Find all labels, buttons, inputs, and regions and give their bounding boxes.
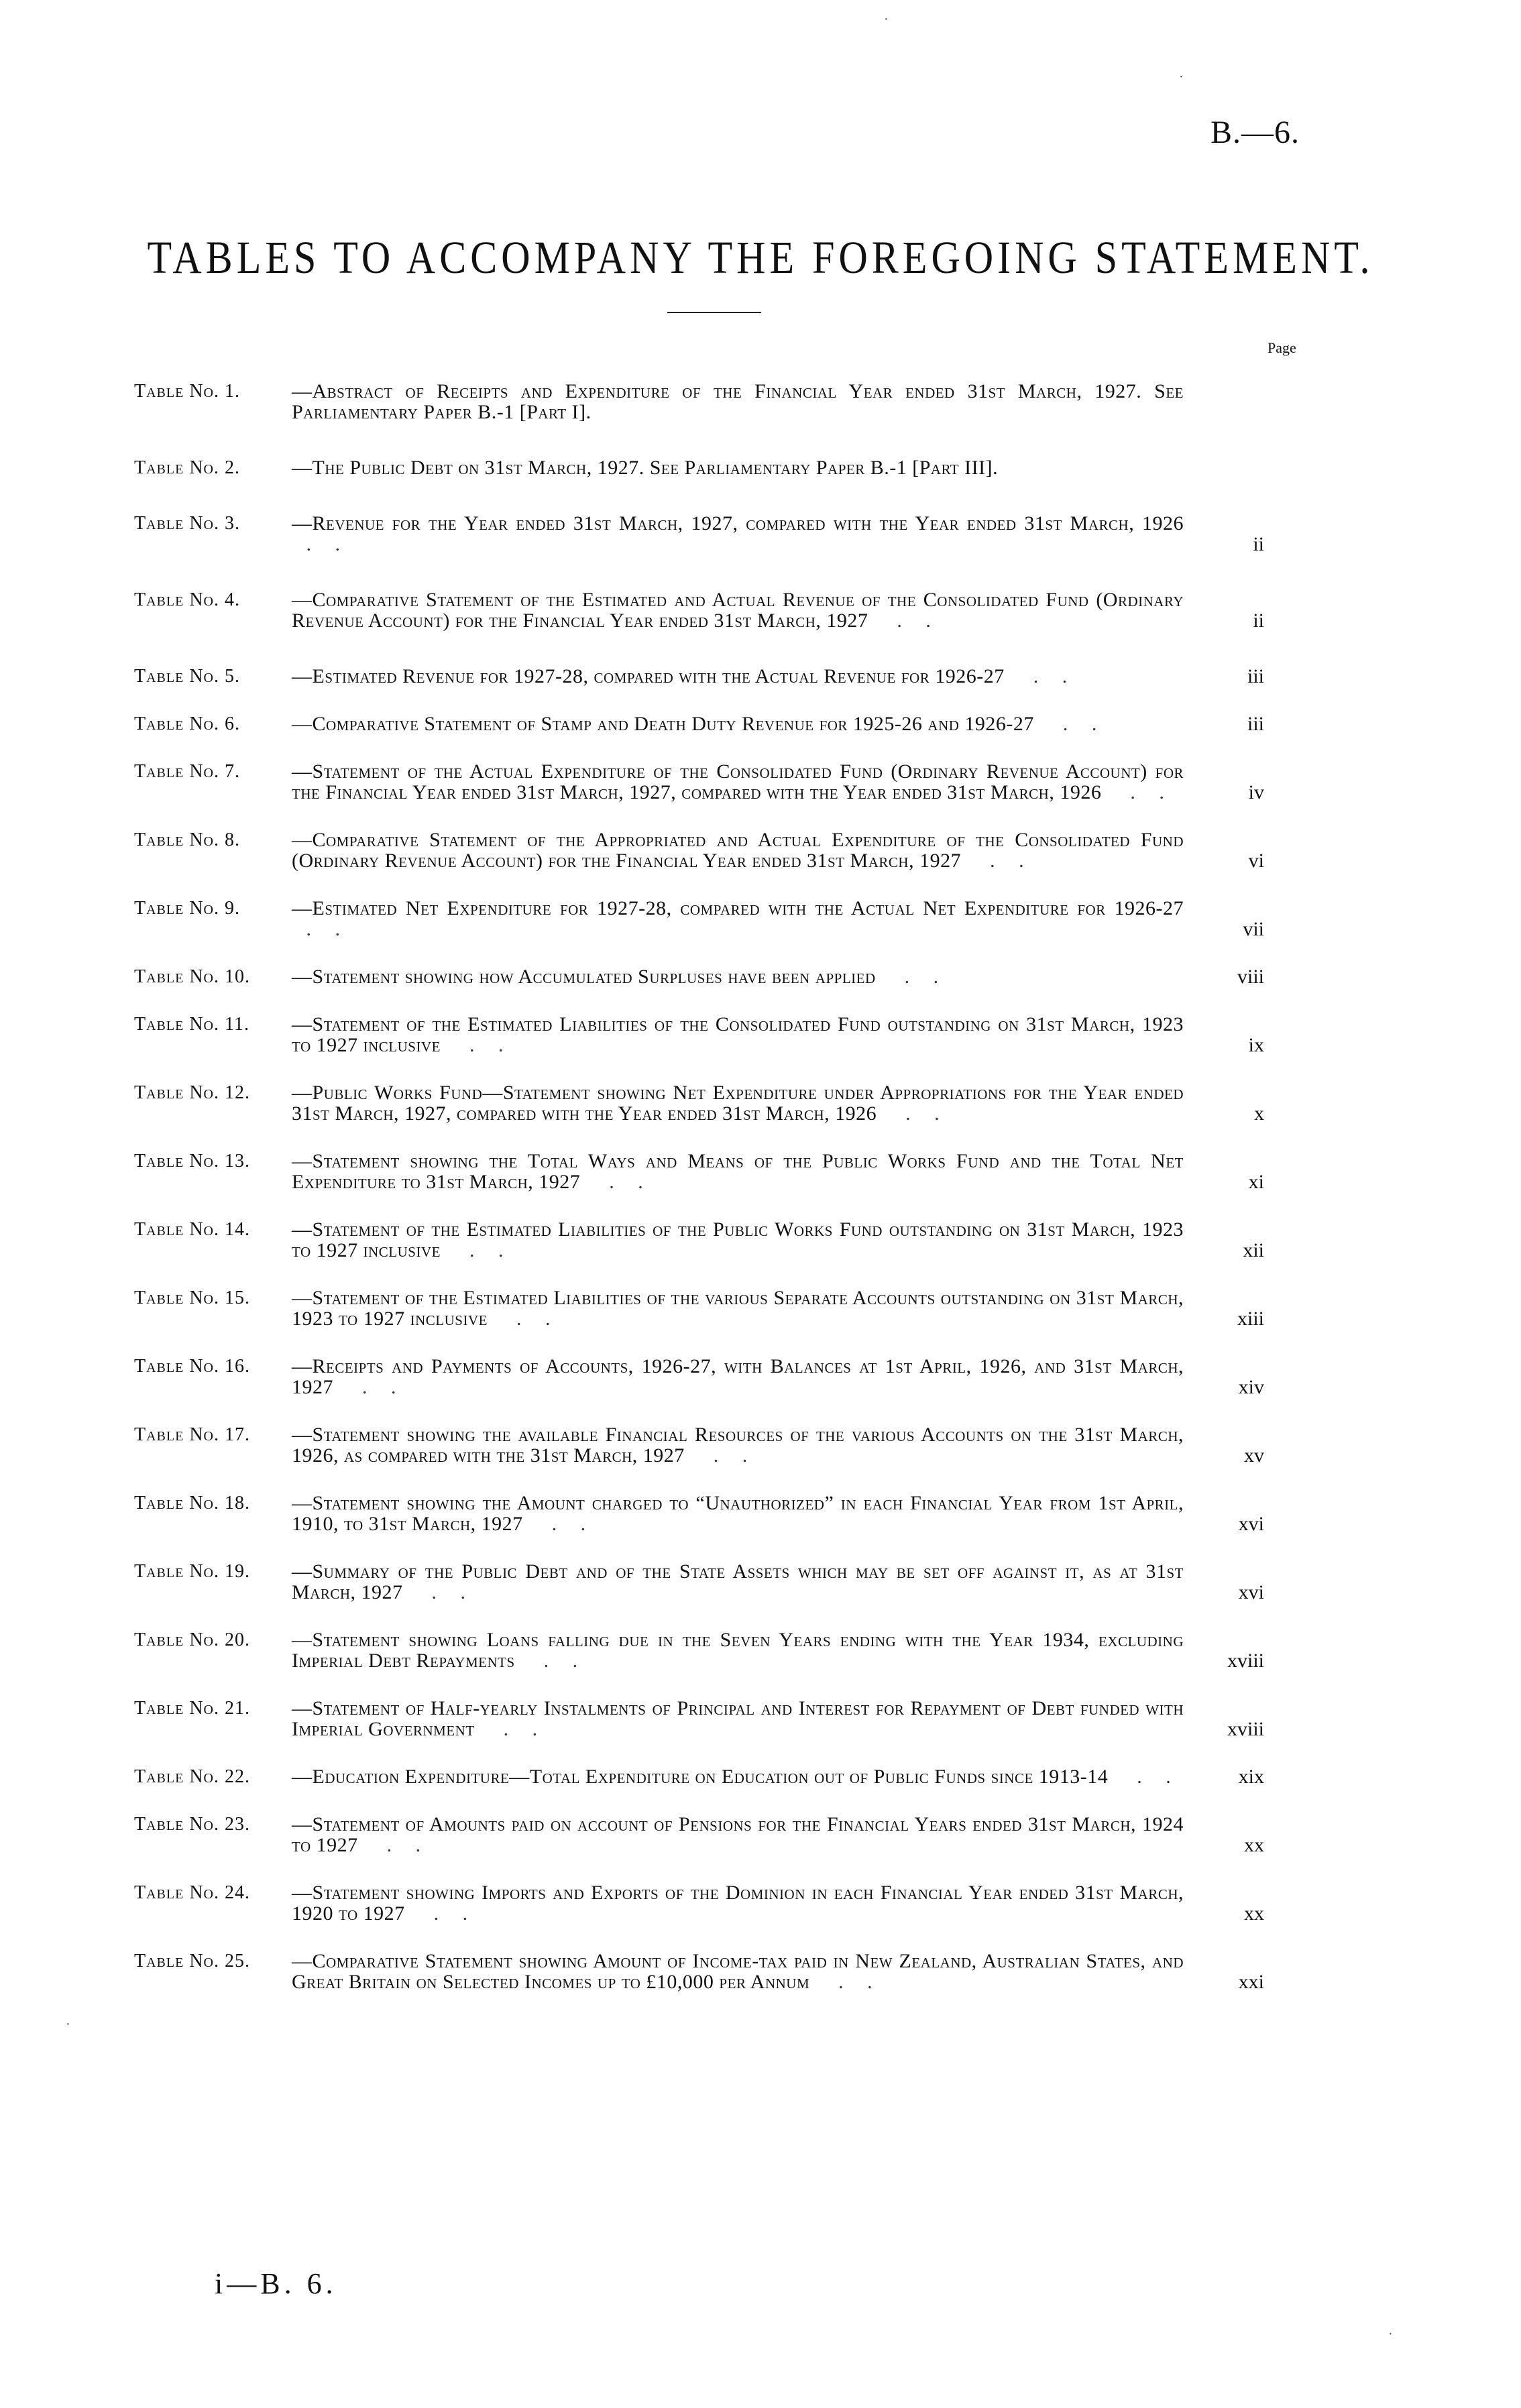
toc-entry-page: xviii [1227,1650,1264,1672]
toc-entry [134,761,1308,803]
toc-entry-page: ii [1253,533,1264,555]
toc-entry-page: xi [1248,1171,1264,1193]
toc-entry-label: Table No. 18. [134,1493,250,1513]
toc-entry-page: ii [1253,610,1264,632]
toc-entry-title: —Estimated Net Expenditure for 1927-28, compared with the Actual Net Expenditure for 1926-27 [292,897,1184,919]
leader-dots: . . [875,966,948,988]
toc-entry-text [292,1424,1184,1466]
leader-dots: . . [404,1902,477,1925]
toc-entry-page: viii [1237,966,1264,988]
toc-entry-text [292,1698,1184,1739]
title-divider [667,312,761,313]
toc-entry-title: —Statement showing Imports and Exports of the Dominion in each Financial Year ended 31st March, 1920 to 1927 [292,1882,1184,1925]
toc-entry-label: Table No. 17. [134,1424,250,1445]
toc-entry-page: x [1254,1102,1264,1125]
toc-entry-label: Table No. 5. [134,666,240,687]
toc-entry-title: —Statement showing the available Financial Resources of the various Accounts on the 31st March, 1926, as compared with the 31st March, 1927 [292,1424,1184,1467]
leader-dots: . . [809,1971,882,1993]
toc-entry-text [292,381,1184,422]
leader-dots: . . [292,533,349,555]
toc-entry-text [292,1082,1184,1124]
toc-entry [134,666,1308,687]
toc-entry-text [292,898,1184,939]
toc-entry-title: —Statement showing how Accumulated Surpluses have been applied [292,966,876,988]
toc-entry-title: —Comparative Statement of the Appropriated and Actual Expenditure of the Consolidated Fund (Ordinary Revenue Account) for the Financial Year ended 31st March, 1927 [292,829,1184,872]
toc-entry-text [292,457,1184,478]
toc-entry-label: Table No. 16. [134,1356,250,1377]
toc-entry-text [292,589,1184,631]
toc-entry-page: iii [1247,713,1264,735]
toc-entry-title: —Receipts and Payments of Accounts, 1926-27, with Balances at 1st April, 1926, and 31st March, 1927 [292,1355,1184,1398]
scan-mark: · [1179,70,1184,84]
toc-entry-title: —Public Works Fund—Statement showing Net Expenditure under Appropriations for the Year ended 31st March, 1927, compared with the Year ended 31st March, 1926 [292,1082,1184,1125]
toc-entry-title: —Statement of Half-yearly Instalments of Principal and Interest for Repayment of Debt funded with Imperial Government [292,1697,1184,1740]
toc-entry-title: —Statement showing the Amount charged to “Unauthorized” in each Financial Year from 1st April, 1910, to 31st March, 1927 [292,1492,1184,1535]
toc-entry-page: xvi [1238,1581,1264,1603]
toc-entry [134,589,1308,631]
toc-entry [134,1356,1308,1397]
toc-entry-title: —Statement of the Estimated Liabilities of the various Separate Accounts outstanding on 31st March, 1923 to 1927 inclusive [292,1287,1184,1330]
scan-mark: · [1388,2327,1393,2342]
toc-entry-title: —The Public Debt on 31st March, 1927. See Parliamentary Paper B.-1 [Part III]. [292,457,999,479]
toc-entry-text [292,1629,1184,1671]
toc-entry-text [292,1882,1184,1924]
toc-entry-label: Table No. 15. [134,1287,250,1308]
toc-entry [134,1814,1308,1855]
toc-entry [134,1287,1308,1329]
toc-entry-text [292,829,1184,871]
toc-entry-title: —Statement showing the Total Ways and Means of the Public Works Fund and the Total Net Expenditure to 31st March, 1927 [292,1150,1184,1193]
toc-entry [134,713,1308,734]
toc-entry-label: Table No. 9. [134,898,240,919]
toc-entry [134,1561,1308,1603]
toc-entry-page: vii [1243,918,1264,940]
toc-entry-title: —Statement of the Estimated Liabilities of the Public Works Fund outstanding on 31st March, 1923 to 1927 inclusive [292,1218,1184,1261]
leader-dots: . . [357,1834,431,1856]
toc-entry-text [292,513,1184,555]
toc-entry-title: —Education Expenditure—Total Expenditure on Education out of Public Funds since 1913-14 [292,1766,1109,1788]
leader-dots: . . [1033,713,1107,735]
leader-dots: . . [522,1513,596,1535]
toc-entry-text [292,666,1184,687]
leader-dots: . . [514,1650,587,1672]
leader-dots: . . [487,1308,560,1330]
toc-entry-label: Table No. 7. [134,761,240,782]
toc-entry-label: Table No. 19. [134,1561,250,1582]
toc-entry [134,898,1308,939]
toc-entry-text [292,1356,1184,1397]
toc-entry-label: Table No. 2. [134,457,240,478]
toc-entry-label: Table No. 13. [134,1151,250,1171]
toc-entry [134,381,1308,422]
scan-mark: · [66,2017,70,2032]
toc-entry-title: —Statement showing Loans falling due in the Seven Years ending with the Year 1934, excluding Imperial Debt Repayments [292,1629,1184,1672]
toc-entry-page: vi [1248,850,1264,872]
toc-entry-page: xvi [1238,1513,1264,1535]
toc-entry [134,1082,1308,1124]
toc-entry-title: —Statement of the Estimated Liabilities of the Consolidated Fund outstanding on 31st March, 1923 to 1927 inclusive [292,1013,1184,1056]
leader-dots: . . [1004,665,1077,687]
leader-dots: . . [474,1718,547,1740]
toc-entry-label: Table No. 10. [134,966,250,987]
page-column-label: Page [1268,339,1296,356]
leader-dots: . . [580,1171,653,1193]
toc-entry-label: Table No. 23. [134,1814,250,1835]
toc-entry-title: —Revenue for the Year ended 31st March, 1927, compared with the Year ended 31st March, 1926 [292,512,1184,534]
toc-entry-page: xxi [1238,1971,1264,1993]
toc-entry-title: —Comparative Statement of the Estimated and Actual Revenue of the Consolidated Fund (Ordinary Revenue Account) for the Financial Year ended 31st March, 1927 [292,589,1184,632]
toc-entry-page: xiv [1238,1376,1264,1398]
toc-entry-text [292,1493,1184,1534]
toc-entry-page: xv [1244,1444,1264,1467]
toc-entry-text [292,1219,1184,1261]
toc-entry-title: —Statement of the Actual Expenditure of the Consolidated Fund (Ordinary Revenue Account) for the Financial Year ended 31st March, 1927, compared with the Year ended 31st March, 1926 [292,760,1184,803]
leader-dots: . . [868,610,940,632]
leader-dots: . . [877,1102,949,1125]
toc-entry-page: ix [1248,1034,1264,1056]
leader-dots: . . [684,1444,757,1467]
toc-entry [134,1424,1308,1466]
toc-entry-page: xviii [1227,1718,1264,1740]
toc-entry-text [292,1287,1184,1329]
toc-entry [134,1014,1308,1055]
leader-dots: . . [292,918,349,940]
toc-entry-page: xx [1244,1902,1264,1925]
toc-entry-text [292,966,1184,987]
leader-dots: . . [440,1034,513,1056]
toc-entry-text [292,1151,1184,1192]
toc-entry-text [292,761,1184,803]
toc-entry-title: —Abstract of Receipts and Expenditure of the Financial Year ended 31st March, 1927. See Parliamentary Paper B.-1 [Part I]. [292,380,1184,423]
page-reference: B.—6. [1210,115,1300,150]
toc-entry-label: Table No. 24. [134,1882,250,1903]
toc-entry-label: Table No. 11. [134,1014,249,1035]
toc-entry [134,513,1308,555]
toc-entry-page: xx [1244,1834,1264,1856]
leader-dots: . . [1101,781,1174,803]
toc-entry [134,1493,1308,1534]
document-title: TABLES TO ACCOMPANY THE FOREGOING STATEMENT. [147,231,1374,283]
toc-entry [134,966,1308,987]
toc-entry-title: —Comparative Statement showing Amount of Income-tax paid in New Zealand, Australian States, and Great Britain on Selected Incomes up to £10,000 per Annum [292,1950,1184,1993]
toc-entry [134,1766,1308,1787]
table-of-contents [134,354,1308,1992]
toc-entry-label: Table No. 3. [134,513,240,534]
toc-entry [134,1882,1308,1924]
toc-entry-page: xix [1238,1766,1264,1788]
toc-entry-label: Table No. 6. [134,713,240,734]
toc-entry [134,1698,1308,1739]
toc-entry [134,1151,1308,1192]
toc-entry-label: Table No. 21. [134,1698,250,1719]
toc-entry-text [292,1814,1184,1855]
toc-entry-text [292,1766,1184,1787]
toc-entry-page: iii [1247,665,1264,687]
toc-entry-label: Table No. 1. [134,381,240,402]
leader-dots: . . [440,1239,513,1261]
toc-entry-title: —Comparative Statement of Stamp and Death Duty Revenue for 1925-26 and 1926-27 [292,713,1034,735]
toc-entry-label: Table No. 22. [134,1766,250,1787]
toc-entry [134,1219,1308,1261]
leader-dots: . . [961,850,1033,872]
toc-entry-text [292,713,1184,734]
toc-entry-text [292,1951,1184,1992]
toc-entry-title: —Estimated Revenue for 1927-28, compared with the Actual Revenue for 1926-27 [292,665,1005,687]
toc-entry [134,1629,1308,1671]
toc-entry-text [292,1561,1184,1603]
footer-signature: i—B. 6. [215,2267,337,2300]
toc-entry-label: Table No. 25. [134,1951,250,1971]
toc-entry-label: Table No. 4. [134,589,240,610]
toc-entry-text [292,1014,1184,1055]
scan-mark: · [884,12,889,27]
toc-entry [134,1951,1308,1992]
leader-dots: . . [402,1581,475,1603]
toc-entry-page: xiii [1237,1308,1264,1330]
toc-entry-label: Table No. 14. [134,1219,250,1240]
leader-dots: . . [333,1376,406,1398]
toc-entry-title: —Summary of the Public Debt and of the State Assets which may be set off against it, as at 31st March, 1927 [292,1560,1184,1603]
toc-entry [134,457,1308,478]
toc-entry [134,829,1308,871]
toc-entry-label: Table No. 20. [134,1629,250,1650]
toc-entry-label: Table No. 8. [134,829,240,850]
toc-entry-page: iv [1248,781,1264,803]
toc-entry-page: xii [1243,1239,1264,1261]
toc-entry-title: —Statement of Amounts paid on account of Pensions for the Financial Years ended 31st March, 1924 to 1927 [292,1813,1184,1856]
toc-entry-label: Table No. 12. [134,1082,250,1103]
leader-dots: . . [1108,1766,1180,1788]
